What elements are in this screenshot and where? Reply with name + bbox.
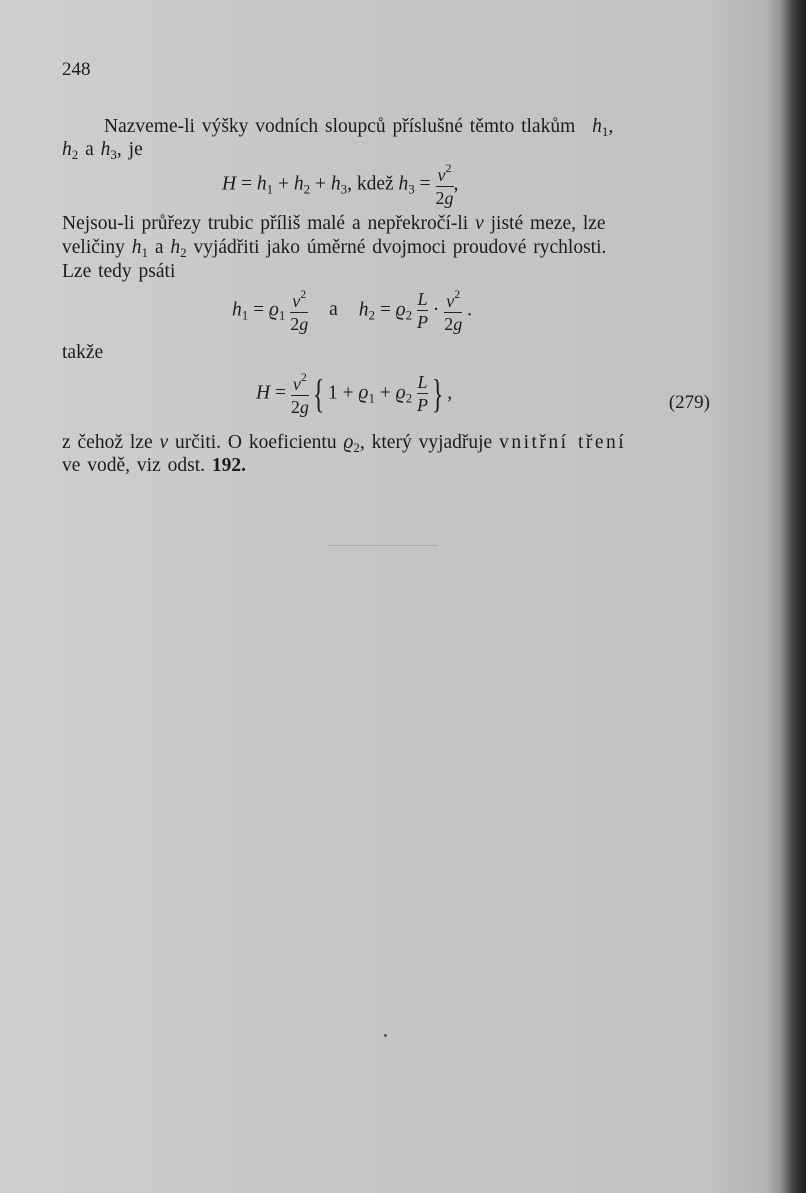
text-line-4: veličiny $h_1$ a $h_2$ vyjádřiti jako úměrné dvojmoci proudové rychlosti. <box>62 237 607 260</box>
eq2-fraction-2: $\frac{L}{P}$ <box>416 289 428 332</box>
eq1-fraction: $\frac{v^2}{2g}$ <box>435 161 454 208</box>
eq3-fraction-2: $\frac{L}{P}$ <box>416 372 428 415</box>
text-line-2: $h_2$ a $h_3$, je <box>62 139 143 162</box>
speck <box>384 1034 387 1037</box>
equation-1: $H = h_1 + h_2 + h_3$, kdež $h_3$ = $\frac{v^2}{2g}$ , <box>222 161 459 208</box>
text-line-1-text: Nazveme-li výšky vodních sloupců příslušné těmto tlakům <box>104 116 576 137</box>
equation-number: (279) <box>668 392 710 413</box>
equation-2: $h_1 = ϱ_1$ $\frac{v^2}{2g}$ a $h_2 = ϱ_2$ $\frac{L}{P}$ · $\frac{v^2}{2g}$ . <box>232 287 472 334</box>
section-reference: 192. <box>211 455 247 476</box>
text-line-3-text: Nejsou-li průřezy trubic příliš malé a nepřekročí-li <box>62 213 469 234</box>
text-line-2-a: a <box>85 139 94 160</box>
eq1-kdez: kdež <box>356 173 394 195</box>
book-binding-shadow <box>780 0 806 1193</box>
text-line-7-b: určiti. O koeficientu <box>175 432 337 453</box>
eq1-comma: , <box>453 173 459 195</box>
text-line-2-je: , je <box>116 139 143 160</box>
text-line-4-b: a <box>154 237 164 258</box>
text-line-4-c: vyjádřiti jako úměrné dvojmoci proudové rychlosti. <box>193 237 607 258</box>
text-line-7-c: , který vyjadřuje <box>359 432 493 453</box>
text-line-6: takže <box>62 342 104 363</box>
text-line-7-a: z čehož lze <box>62 432 153 453</box>
text-line-3-b: jisté meze, lze <box>490 213 606 234</box>
text-line-3: Nejsou-li průřezy trubic příliš malé a nepřekročí-li v jisté meze, lze <box>62 213 606 234</box>
eq2-fraction-1: $\frac{v^2}{2g}$ <box>290 287 309 334</box>
text-line-8 <box>62 456 246 476</box>
text-line-1: Nazveme-li výšky vodních sloupců příslušné těmto tlakům $h_1$, <box>104 116 614 139</box>
text-line-4-a: veličiny <box>62 237 125 258</box>
text-line-5: Lze tedy psáti <box>62 261 176 282</box>
text-line-7: z čehož lze v určiti. O koeficientu $ϱ_2$, který vyjadřuje vnitřní tření <box>62 432 627 455</box>
equation-3: H = $\frac{v^2}{2g}$ { $1 + ϱ_1 + ϱ_2$ $\frac{L}{P}$ } , <box>256 370 453 417</box>
page-number: 248 <box>62 59 91 80</box>
eq3-fraction-1: $\frac{v^2}{2g}$ <box>290 370 309 417</box>
faint-divider <box>328 545 438 546</box>
eq2-fraction-3: $\frac{v^2}{2g}$ <box>444 287 463 334</box>
text-line-8-a: ve vodě, viz odst. <box>62 455 206 476</box>
text-line-7-d: vnitřní tření <box>499 432 627 453</box>
eq2-a: a <box>329 299 338 321</box>
